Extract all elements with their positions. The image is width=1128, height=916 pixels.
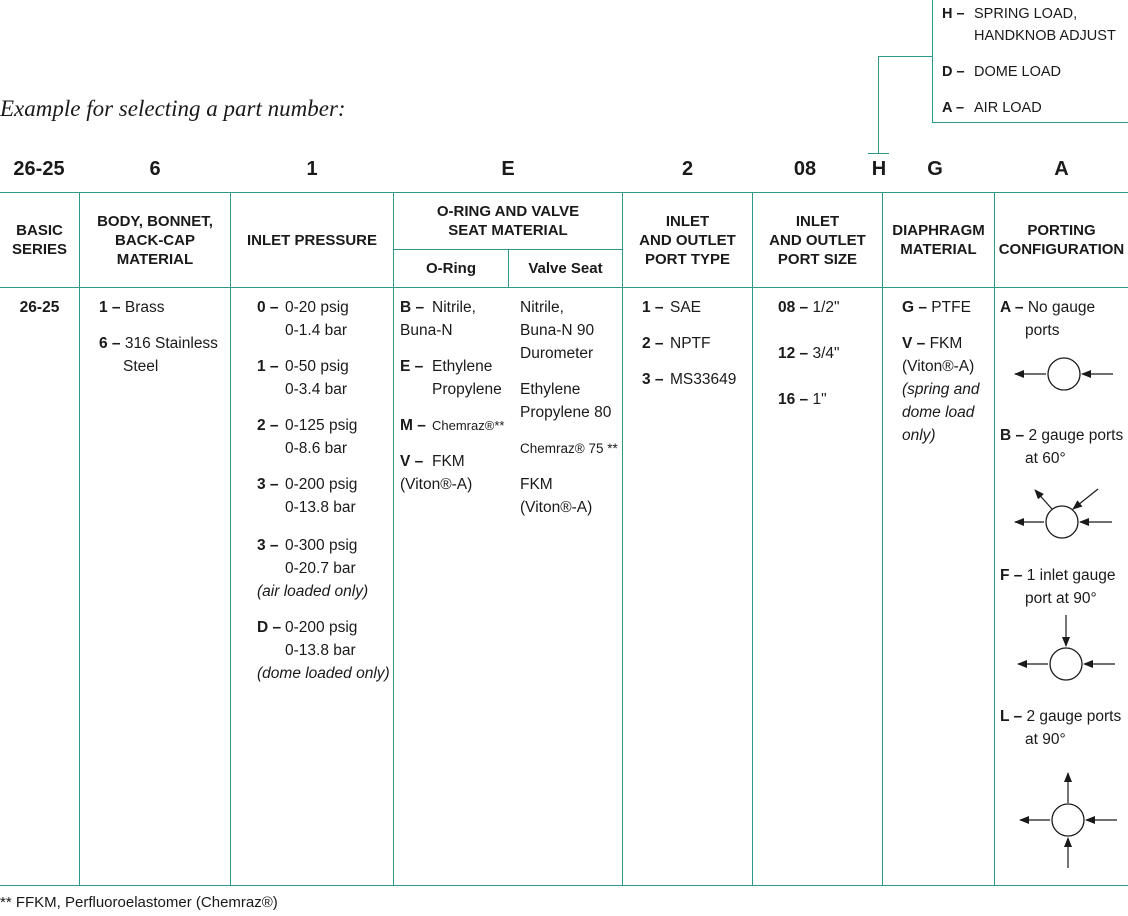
header-line: AND OUTLET	[639, 231, 736, 249]
option-bar: 0-13.8 bar	[285, 642, 356, 659]
legend-code: H –	[942, 6, 965, 22]
header-line: CONFIGURATION	[998, 241, 1125, 258]
option-text: 2 gauge ports	[1028, 427, 1124, 444]
option-psig: 0-300 psig	[285, 537, 358, 554]
header-inlet-pressure	[231, 193, 393, 287]
option-text: Buna-N 90	[520, 322, 595, 339]
col-divider	[230, 192, 231, 886]
pressure-option	[257, 534, 368, 603]
option-text: 2 gauge ports	[1026, 708, 1122, 725]
option-text: Brass	[124, 299, 165, 316]
port-type-option	[642, 296, 701, 319]
part-code-port-size: 08	[793, 158, 817, 180]
header-oring-valve-seat	[394, 193, 622, 249]
porting-a-diagram-icon	[1010, 352, 1120, 396]
legend-label: SPRING LOAD,	[974, 6, 1078, 22]
table-header-bottom-border	[0, 287, 1128, 288]
col-divider	[622, 192, 623, 886]
port-type-option	[642, 368, 736, 391]
option-note: (air loaded only)	[257, 583, 369, 600]
part-code-oring: E	[501, 158, 515, 180]
option-text: (Viton®-A)	[520, 499, 593, 516]
header-line: PORT TYPE	[644, 250, 730, 268]
option-text: Ethylene	[520, 381, 581, 398]
part-code-port-type: 2	[681, 158, 694, 180]
option-code: M –	[400, 417, 426, 434]
option-code: V –	[902, 335, 926, 352]
option-text-line2: (Viton®-A)	[400, 476, 473, 493]
col-divider	[882, 192, 883, 886]
col-divider	[752, 192, 753, 886]
valve-seat-option	[520, 473, 592, 519]
option-text: Chemraz®**	[432, 418, 505, 433]
option-text-line2: at 60°	[1025, 450, 1066, 467]
option-text: Durometer	[520, 345, 594, 362]
option-code: 2 –	[642, 335, 664, 352]
legend-label: AIR LOAD	[974, 100, 1042, 116]
oring-option	[400, 414, 504, 437]
porting-f-diagram-icon	[1012, 612, 1118, 684]
option-code: 12 –	[778, 345, 809, 362]
option-code: 08 –	[778, 299, 809, 316]
option-text-line2: (Viton®-A)	[902, 358, 975, 375]
option-code: 6 –	[99, 335, 121, 352]
legend-label-line2: HANDKNOB ADJUST	[974, 28, 1116, 44]
body-option	[99, 296, 165, 319]
option-text: 316 Stainless	[124, 335, 218, 352]
diaphragm-option	[902, 332, 980, 447]
legend-box-bottom-border	[932, 122, 1128, 123]
option-text: No gauge	[1027, 299, 1096, 316]
porting-option	[1000, 424, 1123, 470]
pressure-option	[257, 616, 390, 685]
header-line: SERIES	[11, 241, 68, 258]
option-text: FKM	[432, 453, 465, 470]
porting-option	[1000, 564, 1116, 610]
option-bar: 0-8.6 bar	[285, 440, 348, 457]
option-note: only)	[902, 427, 936, 444]
option-code: B –	[1000, 427, 1025, 444]
header-line: DIAPHRAGM	[892, 222, 985, 239]
header-line: O-RING AND VALVE	[436, 203, 580, 220]
option-text-line2: ports	[1025, 322, 1060, 339]
port-type-option	[642, 332, 710, 355]
port-size-option	[778, 296, 840, 319]
porting-option	[1000, 296, 1095, 342]
option-text: Nitrile,	[520, 299, 564, 316]
option-text: 1/2"	[812, 299, 840, 316]
example-title: Example for selecting a part number:	[0, 96, 346, 121]
option-code: 3 –	[642, 371, 664, 388]
porting-l-diagram-icon	[1014, 770, 1120, 870]
basic-series-value: 26-25	[19, 299, 60, 316]
part-code-diaphragm: G	[927, 158, 943, 180]
option-code: 1 –	[642, 299, 664, 316]
footnote: ** FFKM, Perfluoroelastomer (Chemraz®)	[0, 894, 278, 911]
option-code: 2 –	[257, 417, 279, 434]
option-code: 0 –	[257, 299, 279, 316]
header-line: BODY, BONNET,	[97, 212, 213, 230]
option-code: F –	[1000, 567, 1023, 584]
option-note: (spring and	[902, 381, 980, 398]
body-option	[99, 332, 218, 378]
header-line: AND OUTLET	[769, 231, 866, 249]
header-line: INLET PRESSURE	[246, 231, 378, 249]
option-text: Chemraz® 75 **	[520, 441, 618, 456]
diaphragm-option	[902, 296, 971, 319]
option-code: 1 –	[257, 358, 279, 375]
header-basic-series	[0, 193, 79, 287]
valve-seat-option	[520, 296, 594, 365]
option-text-line2: Propylene	[432, 381, 502, 398]
option-text: FKM	[520, 476, 553, 493]
header-line: BACK-CAP	[114, 231, 195, 249]
option-psig: 0-50 psig	[285, 358, 349, 375]
header-line: BASIC	[16, 222, 63, 239]
legend-label: DOME LOAD	[974, 64, 1062, 80]
port-size-option	[778, 388, 827, 411]
option-note: (dome loaded only)	[257, 665, 390, 682]
porting-option	[1000, 705, 1121, 751]
option-code: A –	[1000, 299, 1024, 316]
option-text: Ethylene	[432, 358, 493, 375]
option-psig: 0-20 psig	[285, 299, 349, 316]
option-text: Propylene 80	[520, 404, 612, 421]
oring-option	[400, 296, 476, 342]
option-text: NPTF	[670, 335, 711, 352]
option-code: L –	[1000, 708, 1023, 725]
option-text: MS33649	[670, 371, 737, 388]
port-size-option	[778, 342, 840, 365]
legend-connector-vertical	[878, 56, 879, 153]
option-text-line2: port at 90°	[1025, 590, 1097, 607]
pressure-option	[257, 296, 349, 342]
header-line: PORT SIZE	[777, 250, 858, 268]
option-text-line2: Buna-N	[400, 322, 453, 339]
header-port-size	[753, 193, 882, 287]
option-bar: 0-13.8 bar	[285, 499, 356, 516]
part-code-pressure: 1	[306, 158, 318, 180]
header-valve-seat: Valve Seat	[528, 260, 603, 277]
table-bottom-border	[0, 885, 1128, 886]
option-note: dome load	[902, 404, 975, 421]
legend-item-a	[942, 97, 1042, 119]
option-code: 1 –	[99, 299, 121, 316]
option-psig: 0-200 psig	[285, 476, 358, 493]
option-text: 3/4"	[812, 345, 840, 362]
legend-item-h	[942, 3, 1116, 47]
col-divider	[393, 192, 394, 886]
part-code-load: H	[871, 158, 887, 180]
pressure-option	[257, 414, 357, 460]
option-code: E –	[400, 358, 424, 375]
col-divider	[79, 192, 80, 886]
legend-code: A –	[942, 100, 965, 116]
oring-option	[400, 450, 472, 496]
legend-code: D –	[942, 64, 965, 80]
option-bar: 0-3.4 bar	[285, 381, 348, 398]
legend-item-d	[942, 61, 1061, 83]
option-text: FKM	[929, 335, 963, 352]
legend-box-left-border	[932, 0, 933, 123]
pressure-option	[257, 473, 357, 519]
option-text: PTFE	[931, 299, 971, 316]
header-body-material	[80, 193, 230, 287]
header-diaphragm	[883, 193, 994, 287]
header-oring: O-Ring	[426, 260, 476, 277]
option-code: 16 –	[778, 391, 809, 408]
part-code-body: 6	[149, 158, 161, 180]
header-porting	[995, 193, 1128, 287]
header-line: SEAT MATERIAL	[448, 222, 568, 239]
legend-connector-horizontal	[878, 56, 932, 57]
option-psig: 0-200 psig	[285, 619, 358, 636]
option-code: G –	[902, 299, 927, 316]
porting-b-diagram-icon	[1010, 484, 1120, 544]
option-text: 1 inlet gauge	[1026, 567, 1116, 584]
header-line: INLET	[795, 212, 840, 230]
option-text-line2: Steel	[123, 358, 159, 375]
option-text-line2: at 90°	[1025, 731, 1066, 748]
option-code: B –	[400, 299, 425, 316]
option-code: 3 –	[257, 476, 279, 493]
header-line: PORTING	[1027, 222, 1096, 239]
option-code: D –	[257, 619, 282, 636]
option-text: Nitrile,	[432, 299, 476, 316]
option-text: 1"	[812, 391, 827, 408]
part-code-series: 26-25	[13, 158, 65, 180]
header-line: INLET	[665, 212, 710, 230]
valve-seat-option	[520, 437, 618, 460]
header-line: MATERIAL	[900, 241, 977, 258]
option-bar: 0-1.4 bar	[285, 322, 348, 339]
oring-option	[400, 355, 502, 401]
option-code: V –	[400, 453, 424, 470]
option-bar: 0-20.7 bar	[285, 560, 356, 577]
option-text: SAE	[670, 299, 702, 316]
valve-seat-option	[520, 378, 611, 424]
header-line: MATERIAL	[116, 250, 194, 268]
legend-connector-tick	[868, 153, 889, 154]
header-port-type	[623, 193, 752, 287]
col-divider	[994, 192, 995, 886]
option-code: 3 –	[257, 537, 279, 554]
part-code-porting: A	[1054, 158, 1069, 180]
option-psig: 0-125 psig	[285, 417, 358, 434]
pressure-option	[257, 355, 349, 401]
